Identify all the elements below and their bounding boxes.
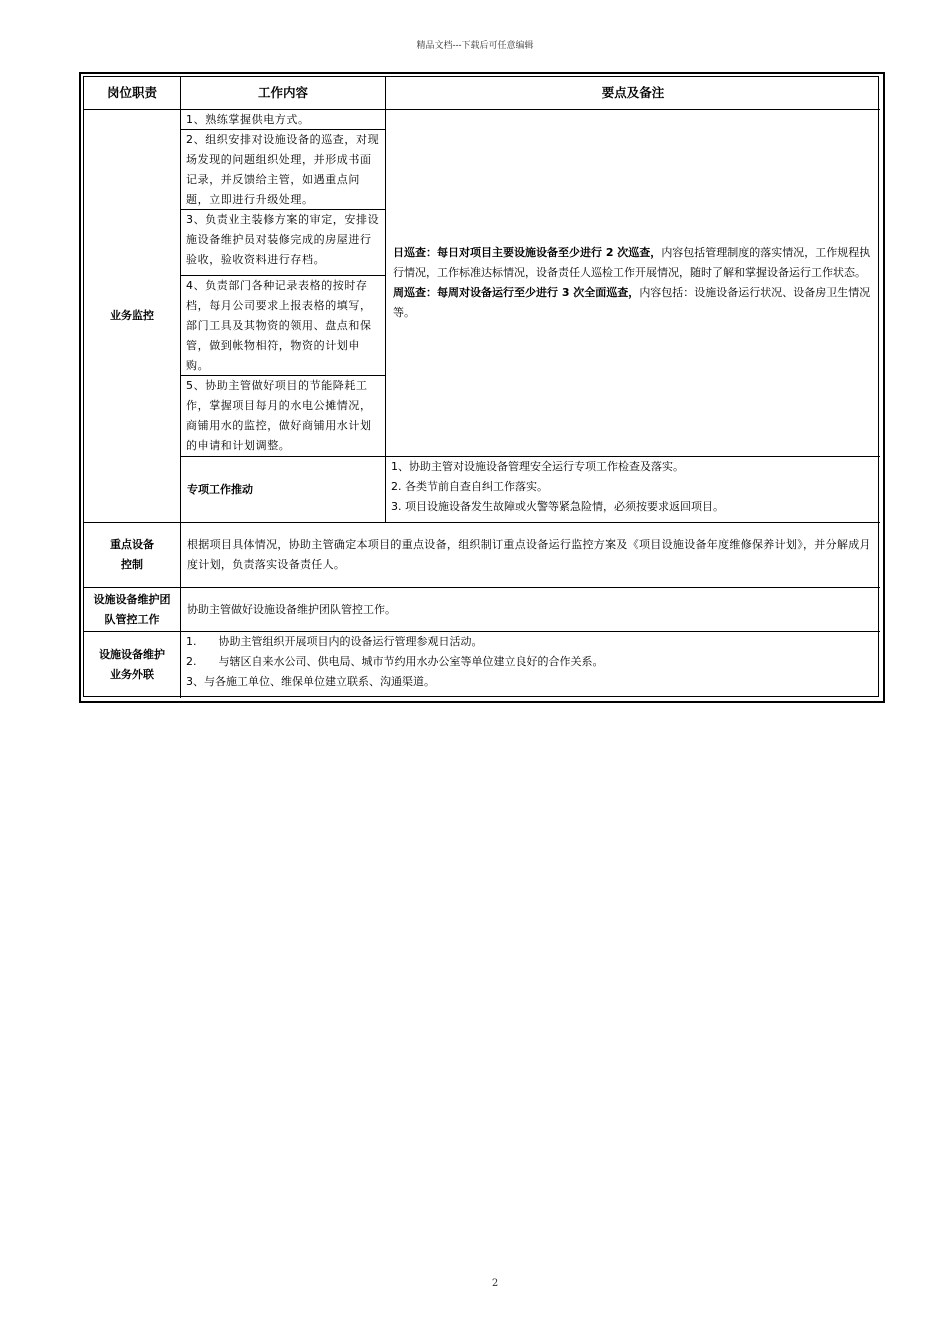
team-control-label-line2: 队管控工作 xyxy=(104,612,160,626)
duties-table xyxy=(79,72,885,703)
section-team-control-label xyxy=(84,587,180,631)
external-liaison-label-line2: 业务外联 xyxy=(110,668,154,681)
special-item-3: 3. 项目设施设备发生故障或火警等紧急险情，必须按要求返回项目。 xyxy=(391,500,724,513)
external-liaison-item-1: 1. 协助主管组织开展项目内的设备运行管理参观日活动。 xyxy=(186,635,483,648)
special-item-1: 1、协助主管对设施设备管理安全运行专项工作检查及落实。 xyxy=(391,460,684,473)
daily-inspection-text: 内容包括管理制度的落实情况，工作规程执行情况，工作标准达标情况，设备责任人巡检工作开展情况，随时了解和掌握设备运行工作状态。 xyxy=(393,246,871,279)
task-3: 3、负责业主装修方案的审定，安排设施设备维护员对装修完成的房屋进行验收，验收资料进行存档。 xyxy=(180,209,385,275)
header-notes: 要点及备注 xyxy=(385,77,880,109)
special-work-items xyxy=(385,456,880,522)
weekly-inspection-text: 内容包括：设施设备运行状况、设备房卫生情况等。 xyxy=(393,286,871,319)
key-equipment-label-line2: 控制 xyxy=(121,558,143,571)
key-equipment-label-line1: 重点设备 xyxy=(110,538,154,551)
special-item-2: 2. 各类节前自查自纠工作落实。 xyxy=(391,480,548,493)
section-business-monitoring-label: 业务监控 xyxy=(84,109,180,522)
weekly-inspection-title: 周巡查：每周对设备运行至少进行 3 次全面巡查， xyxy=(393,286,640,299)
task-4: 4、负责部门各种记录表格的按时存档，每月公司要求上报表格的填写，部门工具及其物资的领用、盘点和保管，做到帐物相符，物资的计划申购。 xyxy=(180,275,385,375)
duties-table-inner xyxy=(83,76,879,697)
special-work-label: 专项工作推动 xyxy=(180,456,385,522)
daily-inspection-title: 日巡查：每日对项目主要设施设备至少进行 2 次巡查， xyxy=(393,246,662,259)
team-control-content: 协助主管做好设施设备维护团队管控工作。 xyxy=(180,587,880,631)
header-note: 精品文档---下载后可任意编辑 xyxy=(416,41,534,51)
external-liaison-items xyxy=(180,631,880,698)
team-control-label-line1: 设施设备维护团 xyxy=(93,592,171,606)
page-number: 2 xyxy=(491,1278,499,1289)
task-1: 1、熟练掌握供电方式。 xyxy=(180,109,385,129)
header-duty: 岗位职责 xyxy=(106,85,157,100)
external-liaison-label-line1: 设施设备维护 xyxy=(99,648,165,661)
external-liaison-item-3: 3、与各施工单位、维保单位建立联系、沟通渠道。 xyxy=(186,675,435,688)
section-key-equipment-label xyxy=(84,522,180,587)
inspection-notes xyxy=(385,109,880,456)
header-work-content: 工作内容 xyxy=(180,77,385,109)
task-5: 5、协助主管做好项目的节能降耗工作，掌握项目每月的水电公摊情况，商铺用水的监控，做好商铺用水计划的申请和计划调整。 xyxy=(180,375,385,456)
external-liaison-item-2: 2. 与辖区自来水公司、供电局、城市节约用水办公室等单位建立良好的合作关系。 xyxy=(186,655,604,668)
section-external-liaison-label xyxy=(84,631,180,698)
key-equipment-content: 根据项目具体情况，协助主管确定本项目的重点设备，组织制订重点设备运行监控方案及《项目设施设备年度维修保养计划》，并分解成月度计划，负责落实设备责任人。 xyxy=(180,522,880,587)
task-2: 2、组织安排对设施设备的巡查，对现场发现的问题组织处理，并形成书面记录，并反馈给主管，如遇重点问题，立即进行升级处理。 xyxy=(180,129,385,209)
